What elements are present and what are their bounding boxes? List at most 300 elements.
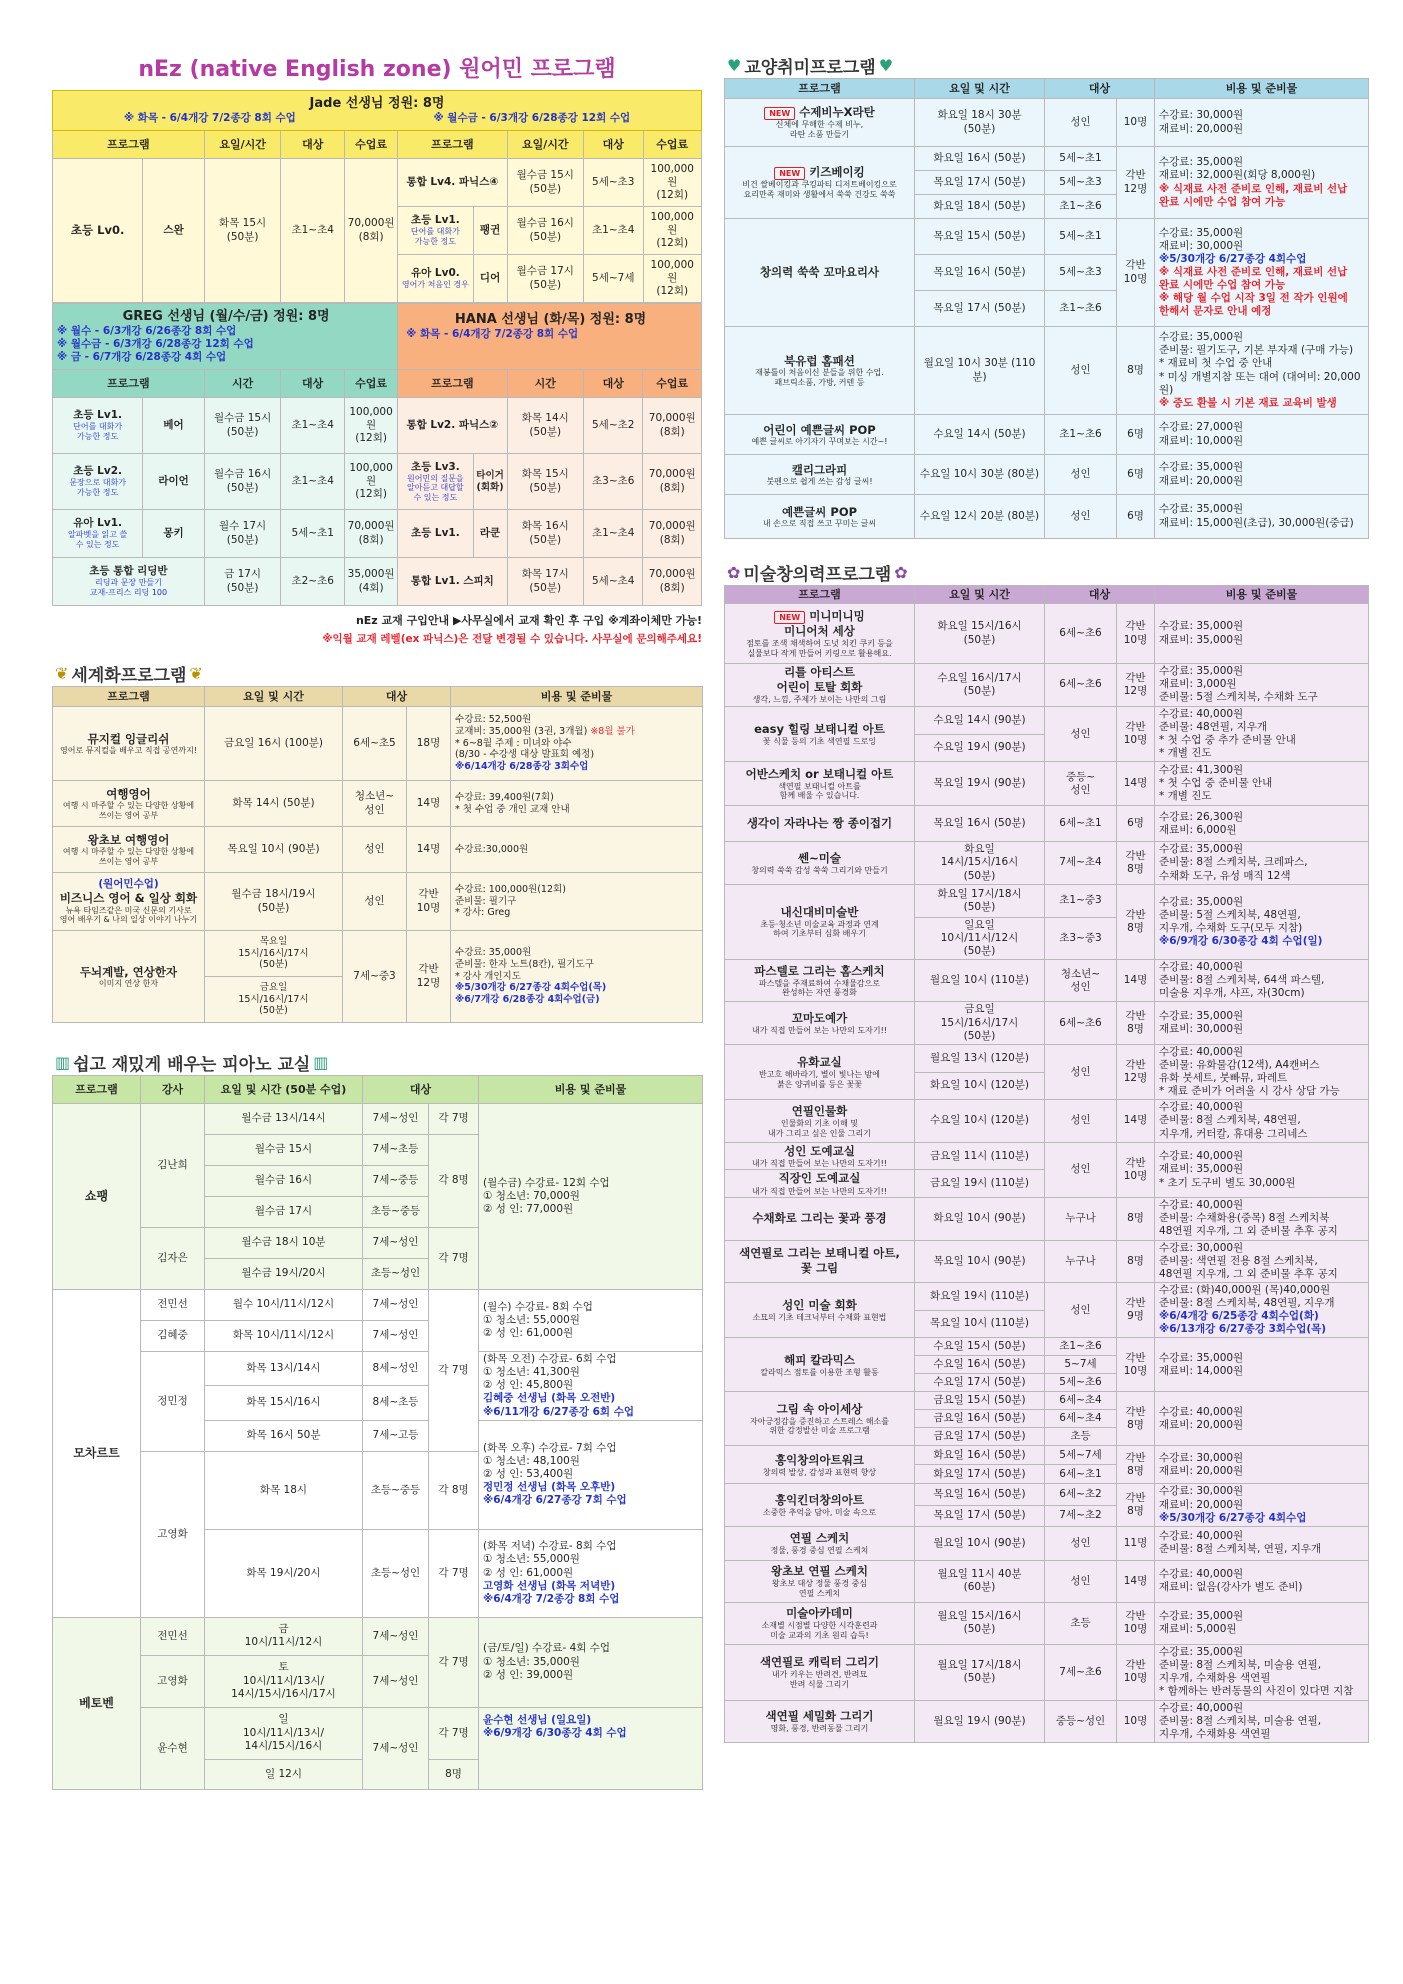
art-r11-sub: 내가 직접 만들어 보는 나만의 도자기!! [751,1158,888,1168]
col-time: 시간 [507,370,583,398]
hobby-r6-cost: 수강료: 35,000원 재료비: 15,000원(초급), 30,000원(중급) [1155,495,1369,539]
greg-r2-prog: 유아 Lv1. [73,517,123,530]
world-section-title [52,660,702,686]
greg-r2-time: 월수 17시 (50분) [204,510,280,558]
greg-r3-time: 금 17시 (50분) [204,558,280,606]
art-r5-cap: 각반 8명 [1117,842,1155,884]
art-r6-name: 내신대비미술반 [780,904,859,919]
art-r12-name: 직장인 도예교실 [778,1171,861,1186]
hobby-r0-cap: 10명 [1117,99,1155,147]
new-badge: NEW [774,167,805,180]
jade-r0-fee: 100,000원 (12회) [643,159,702,207]
col-daytime: 요일/시간 [204,131,280,159]
col-teacher: 강사 [141,1076,205,1104]
art-r4-target: 6세~초1 [1045,806,1117,842]
greg-r2-sub: 알파벳을 읽고 쓸 수 있는 정도 [68,530,128,550]
greg-r0-fee: 100,000원 (12회) [345,398,398,454]
hana-r0-prog: 통합 Lv2. 파닉스② [398,398,507,454]
hana-r2-target: 초1~초4 [584,510,643,558]
mozart-teacher-5: 고영화 [141,1451,205,1617]
ribbon-icon: ❦ [55,663,69,683]
world-r0-cost: 수강료: 52,500원 교재비: 35,000원 (3권, 3개월) [455,713,588,737]
art-r21-name: 왕초보 연필 스케치 [771,1564,868,1579]
hobby-r1-cap: 각반 12명 [1117,147,1155,219]
world-r3-name: 비즈니스 영어 & 일상 회화 [59,891,198,906]
mozart-cap-0: 각 7명 [429,1290,479,1452]
greg-r1-book: 라이언 [143,454,205,510]
chopin-time-3: 월수금 17시 [205,1197,363,1228]
jade-left-book: 스완 [143,159,205,303]
world-r3-pre: (원어민수업) [98,878,159,891]
col-daytime: 요일 및 시간 [915,79,1045,99]
hana-r1-target: 초3~초6 [584,454,643,510]
art-r18-cost: 수강료: 30,000원 재료비: 20,000원 [1159,1451,1244,1477]
hana-r3-target: 5세~초4 [584,558,643,606]
art-r1-sub: 생각, 느낌, 주제가 보이는 나만의 그림 [752,695,887,705]
art-r8-sub: 내가 직접 만들어 보는 나만의 도자기!! [751,1025,888,1035]
art-title: 미술창의력프로그램 [743,564,892,585]
art-r0-sub: 점토를 조색 채색하여 도넛 치킨 쿠키 등을 실물보다 작게 만들어 키링으로 활용해요. [746,639,893,658]
art-r23-target: 7세~초6 [1045,1644,1117,1700]
col-target: 대상 [363,1076,479,1104]
art-r24-cost: 수강료: 40,000원 준비물: 8절 스케치북, 미술용 연필, 지우개, 수채화용 색연필 [1159,1701,1322,1741]
chopin-time-0: 월수금 13시/14시 [205,1104,363,1135]
art-r2-sub: 꽃 식물 등의 기초 색연필 드로잉 [762,736,877,746]
art-r4-time: 목요일 16시 (50분) [915,806,1045,842]
art-r18-target-1: 6세~초1 [1045,1465,1117,1484]
art-r11-name: 성인 도예교실 [784,1143,855,1158]
art-r9-time-1: 화요일 10시 (120분) [915,1072,1045,1100]
hobby-r3-sub: 재봉틀이 처음이신 분들을 위한 수업. 패브릭소품, 가방, 커텐 등 [755,368,884,387]
hobby-r0-time: 화요일 18시 30분 (50분) [915,99,1045,147]
col-fee: 수업료 [345,370,398,398]
new-badge: NEW [774,611,805,624]
beet-cap-3: 8명 [429,1759,479,1789]
chopin-teacher-0: 김난희 [141,1104,205,1228]
art-r14-target: 누구나 [1045,1240,1117,1282]
col-time: 시간 [204,370,280,398]
art-r4-cap: 6명 [1117,806,1155,842]
mozart-cost-1: (월수) 수강료- 8회 수업 ① 청소년: 55,000원 ② 성 인: 61,000원 [479,1290,703,1352]
beet-teacher-2: 윤수현 [141,1707,205,1789]
hana-r0-time: 화목 14시 (50분) [507,398,583,454]
hobby-r1-target-2: 초1~초6 [1045,195,1117,219]
art-r10-cap: 14명 [1117,1100,1155,1142]
art-r9-target: 성인 [1045,1044,1117,1100]
art-r11-time: 금요일 11시 (110분) [915,1142,1045,1170]
art-r16-target-0: 초1~초6 [1045,1338,1117,1356]
greg-r3-target: 초2~초6 [281,558,345,606]
beet-cost: (금/토/일) 수강료- 4회 수업 ① 청소년: 35,000원 ② 성 인: 39,000원 [479,1617,703,1707]
world-r0-cost-blue: ※6/14개강 6/28종강 3회수업 [455,761,589,773]
hana-r2-prog: 초등 Lv1. [398,510,473,558]
world-r2-sub: 여행 시 마주할 수 있는 다양한 상황에 쓰이는 영어 공부 [62,847,195,866]
world-r1-target: 청소년~ 성인 [343,781,407,827]
col-program: 프로그램 [53,131,205,159]
hana-r3-prog: 통합 Lv1. 스피치 [398,558,507,606]
chopin-time-2: 월수금 16시 [205,1166,363,1197]
art-r21-cap: 14명 [1117,1560,1155,1602]
hobby-r2-cap: 각반 10명 [1117,219,1155,327]
hana-r0-fee: 70,000원 (8회) [643,398,702,454]
world-r2-name: 왕초보 여행영어 [87,832,170,847]
mozart-cap-5: 각 8명 [429,1451,479,1529]
art-r5-time: 화요일 14시/15시/16시 (50분) [915,842,1045,884]
art-r15-cost-blue: ※6/4개강 6/25종강 4회수업(화) ※6/13개강 6/27종강 3회수업(목) [1159,1310,1327,1336]
art-r8-cost: 수강료: 35,000원 재료비: 30,000원 [1159,1010,1244,1036]
hobby-r5-name: 캘리그라피 [791,462,848,477]
art-r17-time-2: 금요일 17시 (50분) [915,1428,1045,1446]
hobby-r4-time: 수요일 14시 (50분) [915,415,1045,455]
mozart-cost-3: (화목 오후) 수강료- 7회 수업 ① 청소년: 48,100원 ② 성 인: 53,400원 [483,1441,617,1481]
art-r7-sub: 파스텔을 주재료하여 수채물감으로 완성하는 자연 풍경화 [758,978,880,998]
greg-note-1: ※ 월수 - 6/3개강 6/26종강 8회 수업 [57,324,237,337]
art-r3-time: 목요일 19시 (90분) [915,762,1045,806]
col-fee: 수업료 [643,131,702,159]
piano-chopin: 쇼팽 [53,1104,141,1290]
art-r16-cost: 수강료: 35,000원 재료비: 14,000원 [1159,1351,1244,1377]
nez-purchase-info: nEz 교재 구입안내 ▶사무실에서 교재 확인 후 구입 ※계좌이체만 가능! [355,614,702,627]
hana-note-1: ※ 화목 - 6/4개강 7/2종강 8회 수업 [406,328,579,341]
art-r17-sub: 자아긍정감을 증진하고 스트레스 해소를 위한 감정발산 미술 프로그램 [749,1416,889,1436]
mozart-time-6: 화목 19시/20시 [205,1529,363,1617]
hana-r1-time: 화목 15시 (50분) [507,454,583,510]
col-cost: 비용 및 준비물 [1155,586,1369,604]
art-r23-sub: 내가 키우는 반려견, 반려묘 반려 식물 그리기 [771,1670,868,1689]
hana-r1-fee: 70,000원 (8회) [643,454,702,510]
greg-r3-fee: 35,000원 (4회) [345,558,398,606]
art-r14-time: 목요일 10시 (90분) [915,1240,1045,1282]
art-r1-name: 리틀 아티스트 어린이 토탈 회화 [776,665,863,695]
art-r18-sub: 창의력 발상, 감성과 표현력 향상 [762,1467,877,1477]
world-r0-target: 6세~초5 [343,707,407,781]
art-r18-time-1: 화요일 17시 (50분) [915,1465,1045,1484]
art-r13-cap: 8명 [1117,1198,1155,1240]
world-r4-target: 7세~중3 [343,931,407,1023]
col-daytime: 요일/시간 [507,131,583,159]
art-r19-name: 홍익킨더창의아트 [775,1492,864,1507]
world-r3-sub: 뉴욕 타임즈같은 미국 신문의 기사로 영어 배우기 & 나의 일상 이야기 나누기 [59,905,198,925]
hobby-r2-target-1: 5세~초3 [1045,255,1117,291]
hobby-r1-time-0: 화요일 16시 (50분) [915,147,1045,171]
jade-left-fee: 70,000원 (8회) [345,159,398,303]
art-r20-cap: 11명 [1117,1526,1155,1560]
art-r19-time-0: 목요일 16시 (50분) [915,1484,1045,1505]
world-r4-cap: 각반 12명 [407,931,451,1023]
art-r10-name: 연필인물화 [791,1103,848,1118]
hobby-title: 교양취미프로그램 [744,57,876,78]
world-r3-cap: 각반 10명 [407,873,451,931]
hobby-r2-time-1: 목요일 16시 (50분) [915,255,1045,291]
art-r5-target: 7세~초4 [1045,842,1117,884]
world-r0-cost-red: ※8월 불가 [590,725,635,737]
beet-cap-2: 각 7명 [429,1707,479,1759]
art-r23-name: 색연필로 캐릭터 그리기 [759,1655,880,1670]
hobby-r1-cost-red: ※ 식재료 사전 준비로 인해, 재료비 선납 완료 시에만 수업 참여 가능 [1159,182,1348,208]
mozart-time-1: 화목 10시/11시/12시 [205,1321,363,1352]
art-r1-cap: 각반 12명 [1117,664,1155,707]
art-r2-time-1: 수요일 19시 (90분) [915,734,1045,762]
art-r20-sub: 정물, 풍경 중심 연필 스케치 [770,1546,869,1556]
hobby-r4-cost: 수강료: 27,000원 재료비: 10,000원 [1155,415,1369,455]
piano-icon: ▥ [313,1052,329,1072]
hobby-r3-name: 북유럽 홈패션 [784,353,855,368]
greg-r0-time: 월수금 15시 (50분) [204,398,280,454]
chopin-target-3: 초등~중등 [363,1197,429,1228]
hobby-r6-name: 예쁜글씨 POP [781,504,858,519]
chopin-time-1: 월수금 15시 [205,1135,363,1166]
art-r21-cost: 수강료: 40,000원 재료비: 없음(강사가 별도 준비) [1159,1568,1303,1594]
art-r18-name: 홍익창의아트워크 [775,1452,864,1467]
art-r24-target: 중등~성인 [1045,1700,1117,1742]
col-program: 프로그램 [53,1076,141,1104]
art-r19-target-1: 7세~초2 [1045,1505,1117,1526]
jade-r0-target: 5세~초3 [584,159,643,207]
art-r2-name: easy 힐링 보태니컬 아트 [754,721,885,736]
art-r19-cost: 수강료: 30,000원 재료비: 20,000원 [1159,1485,1244,1511]
hobby-r0-cost: 수강료: 30,000원 재료비: 20,000원 [1155,99,1369,147]
art-r9-time-0: 월요일 13시 (120분) [915,1044,1045,1072]
mozart-cost-3b: 정민정 선생님 (화목 오후반) ※6/4개강 6/27종강 7회 수업 [483,1481,627,1507]
art-r10-sub: 인물화의 기초 이해 및 내가 그리고 싶은 인물 그리기 [768,1119,871,1138]
world-r4-sub: 이미지 연상 한자 [98,978,159,988]
art-r8-time: 금요일 15시/16시/17시 (50분) [915,1002,1045,1044]
jade-r2-target: 5세~7세 [584,255,643,303]
art-r6-cost: 수강료: 35,000원 준비물: 5절 스케치북, 48연필, 지우개, 수채화 도구(모두 지참) [1159,895,1303,934]
art-r18-target-0: 5세~7세 [1045,1446,1117,1465]
col-fee: 수업료 [345,131,398,159]
art-r21-sub: 왕초보 대상 정물 풍경 중심 연필 스케치 [771,1579,868,1598]
art-r23-cap: 각반 10명 [1117,1644,1155,1700]
hobby-r3-target: 성인 [1045,327,1117,415]
art-r8-cap: 각반 8명 [1117,1002,1155,1044]
col-target: 대상 [1045,79,1155,99]
beet-teacher-1: 고영화 [141,1655,205,1707]
left-column [52,52,702,1790]
hobby-r3-cost: 수강료: 35,000원 준비물: 필기도구, 기본 부자재 (구매 가능) * 재료비 첫 수업 중 안내 * 미싱 개별지참 또는 대여 (대여비: 20,000원) [1159,331,1361,396]
mozart-target-4: 7세~고등 [363,1420,429,1451]
col-time: 요일 및 시간 (50분 수업) [205,1076,363,1104]
col-cost: 비용 및 준비물 [1155,79,1369,99]
jade-r1-fee: 100,000원 (12회) [643,207,702,255]
mozart-teacher-2: 정민정 [141,1352,205,1452]
hobby-r2-target-2: 초1~초6 [1045,291,1117,327]
art-r16-sub: 칼라믹스 점토를 이용한 조형 활동 [760,1367,879,1377]
hana-header: HANA 선생님 (화/목) 정원: 8명 [454,312,647,327]
world-r0-name: 뮤지컬 잉글리쉬 [87,731,170,746]
mozart-teacher-1: 김혜중 [141,1321,205,1352]
col-cost: 비용 및 준비물 [479,1076,703,1104]
art-r20-time: 월요일 10시 (90분) [915,1526,1045,1560]
hana-r0-target: 5세~초2 [584,398,643,454]
hobby-r4-sub: 예쁜 글씨로 아기자기 꾸며보는 시간~! [751,436,888,446]
art-r8-name: 꼬마도예가 [791,1010,848,1025]
art-r10-cost: 수강료: 40,000원 준비물: 8절 스케치북, 48연필, 지우개, 커터칼, 휴대용 그리네스 [1159,1101,1308,1140]
art-r3-cap: 14명 [1117,762,1155,806]
hobby-section-title [724,52,1368,78]
jade-r2-book: 디어 [473,255,507,303]
hana-r3-fee: 70,000원 (8회) [643,558,702,606]
world-r3-time: 월수금 18시/19시 (50분) [205,873,343,931]
world-r0-time: 금요일 16시 (100분) [205,707,343,781]
world-r4-cost: 수강료: 35,000원 준비물: 한자 노트(8칸), 필기도구 * 강사 개인지도 [455,946,594,982]
beet-time-2: 일 10시/11시/13시/ 14시/15시/16시 [205,1707,363,1759]
art-r16-target-1: 5~7세 [1045,1356,1117,1374]
beet-target-1: 7세~성인 [363,1655,429,1707]
art-r15-cost: 수강료: (화)40,000원 (목)40,000원 준비물: 8절 스케치북, 48연필, 지우개 [1159,1283,1335,1310]
piano-beethoven: 베토벤 [53,1617,141,1789]
art-r22-target: 초등 [1045,1602,1117,1644]
nez-warning: ※익월 교재 레벨(ex 파닉스)은 전달 변경될 수 있습니다. 사무실에 문의해주세요! [322,633,702,645]
hobby-r1-sub: 비건 쌀베이킹과 쿠킹파티 디저트베이킹으로 요리만족 재미와 생활에서 쑥쑥 건강도 쑥쑥 [742,180,897,200]
new-badge: NEW [764,107,795,120]
art-r23-cost: 수강료: 35,000원 준비물: 8절 스케치북, 미술용 연필, 지우개, 수채화용 색연필 * 함께하는 반려동물의 사진이 있다면 지참 [1159,1646,1354,1698]
art-r15-cap: 각반 9명 [1117,1282,1155,1338]
world-r0-cost2: * 6~8월 주제 : 미녀와 야수 (8/30 - 수강생 대상 발표회 예정) [455,737,595,761]
chopin-time-5: 월수금 19시/20시 [205,1259,363,1290]
col-daytime: 요일 및 시간 [205,687,343,707]
hana-r2-book: 라쿤 [473,510,507,558]
mozart-cap-6: 각 7명 [429,1529,479,1617]
jade-note-2: ※ 월수금 - 6/3개강 6/28종강 12회 수업 [433,112,631,125]
chopin-cost: (월수금) 수강료- 12회 수업 ① 청소년: 70,000원 ② 성 인: 77,000원 [479,1104,703,1290]
greg-r0-sub: 단어를 대화가 가능한 정도 [73,422,123,442]
art-r4-name: 생각이 자라나는 짱 종이접기 [746,816,893,831]
art-r12-time: 금요일 19시 (110분) [915,1170,1045,1198]
hobby-r3-cost-red: ※ 중도 환불 시 기본 재료 교육비 발생 [1159,396,1337,409]
art-r4-cost: 수강료: 26,300원 재료비: 6,000원 [1159,810,1244,836]
hobby-r1-target-0: 5세~초1 [1045,147,1117,171]
hobby-r3-cap: 8명 [1117,327,1155,415]
chopin-time-4: 월수금 18시 10분 [205,1228,363,1259]
heart-icon: ♥ [878,55,894,75]
mozart-target-5: 초등~중등 [363,1451,429,1529]
jade-r2-fee: 100,000원 (12회) [643,255,702,303]
art-r6-target-1: 초3~중3 [1045,917,1117,959]
col-target: 대상 [584,370,643,398]
chopin-cap-0: 각 7명 [429,1104,479,1135]
art-r17-name: 그림 속 아이세상 [776,1401,863,1416]
hobby-r2-name: 창의력 쑥쑥 꼬마요리사 [725,219,915,327]
art-r17-target-1: 6세~초4 [1045,1410,1117,1428]
art-r22-sub: 소재별 시점별 다양한 시각훈련과 미술 교과의 기초 원리 습득! [761,1621,878,1640]
hana-r1-prog: 초등 Lv3. [410,460,460,473]
art-r17-time-1: 금요일 16시 (50분) [915,1410,1045,1428]
art-r11-cost: 수강료: 40,000원 재료비: 35,000원 * 초기 도구비 별도 30,000원 [1159,1150,1296,1189]
piano-title: 쉽고 재밌게 배우는 피아노 교실 [73,1054,311,1075]
art-r18-time-0: 화요일 16시 (50분) [915,1446,1045,1465]
greg-r1-time: 월수금 16시 (50분) [204,454,280,510]
jade-r2-sub: 영어가 처음인 경우 [401,280,469,290]
art-r17-time-0: 금요일 15시 (50분) [915,1392,1045,1410]
hobby-r5-sub: 붓펜으로 쉽게 쓰는 감성 글씨! [766,476,873,486]
piano-mozart: 모차르트 [53,1290,141,1618]
jade-r2-time: 월수금 17시 (50분) [507,255,583,303]
hana-r1-book: 타이거 (회화) [473,454,507,510]
col-daytime: 요일 및 시간 [915,586,1045,604]
world-r2-cap: 14명 [407,827,451,873]
jade-r2-prog: 유아 Lv0. [410,267,460,280]
art-r6-target-0: 초1~중3 [1045,884,1117,917]
chopin-target-5: 초등~성인 [363,1259,429,1290]
col-target: 대상 [281,370,345,398]
art-r20-name: 연필 스케치 [789,1530,850,1545]
right-column [724,52,1368,1743]
hobby-r2-time-2: 목요일 17시 (50분) [915,291,1045,327]
world-r1-cost: 수강료: 39,400원(7회) * 첫 수업 중 개인 교재 안내 [451,781,703,827]
art-r13-target: 누구나 [1045,1198,1117,1240]
greg-r1-prog: 초등 Lv2. [73,465,123,478]
art-r3-name: 어반스케치 or 보태니컬 아트 [745,766,894,781]
col-target: 대상 [1045,586,1155,604]
col-program: 프로그램 [53,370,205,398]
hobby-r0-target: 성인 [1045,99,1117,147]
palette-icon: ✿ [894,562,908,582]
beet-time-0: 금 10시/11시/12시 [205,1617,363,1655]
hobby-r1-name: 키즈베이킹 [809,165,865,180]
art-r13-name: 수채화로 그리는 꽃과 풍경 [752,1211,887,1226]
world-r2-target: 성인 [343,827,407,873]
nez-greg-hana-table [52,303,702,606]
mozart-cost-2b: 김혜중 선생님 (화목 오전반) ※6/11개강 6/27종강 6회 수업 [483,1392,635,1418]
greg-header: GREG 선생님 (월/수/금) 정원: 8명 [122,308,330,324]
hobby-r1-time-2: 화요일 18시 (50분) [915,195,1045,219]
greg-r3-prog: 초등 통합 리딩반 [89,565,168,578]
hobby-r2-cost: 수강료: 35,000원 재료비: 30,000원 [1159,226,1244,252]
art-r16-time-2: 수요일 17시 (50분) [915,1374,1045,1392]
art-r14-cost: 수강료: 30,000원 준비물: 색연필 전용 8절 스케치북, 48연필 지우개, 그 외 준비물 추후 공지 [1159,1241,1338,1280]
art-r5-name: 쎈~미술 [798,850,841,865]
greg-note-2: ※ 월수금 - 6/3개강 6/28종강 12회 수업 [57,338,254,351]
world-r1-name: 여행영어 [106,786,151,801]
jade-left-level: 초등 Lv0. [53,159,143,303]
art-r22-name: 미술아카데미 [786,1606,853,1621]
art-r19-time-1: 목요일 17시 (50분) [915,1505,1045,1526]
jade-left-time: 화목 15시 (50분) [204,159,280,303]
beet-time-3: 일 12시 [205,1759,363,1789]
art-r5-cost: 수강료: 35,000원 준비물: 8절 스케치북, 크레파스, 수채화 도구, 유성 매직 12색 [1159,843,1308,882]
art-r12-sub: 내가 직접 만들어 보는 나만의 도자기!! [751,1186,888,1196]
world-r3-target: 성인 [343,873,407,931]
art-r24-name: 색연필 세밀화 그리기 [765,1709,874,1724]
art-r24-time: 월요일 19시 (90분) [915,1700,1045,1742]
art-r1-target: 6세~초6 [1045,664,1117,707]
hobby-r4-cap: 6명 [1117,415,1155,455]
jade-r1-target: 초1~초4 [584,207,643,255]
art-r9-sub: 반고흐 해바라기, 별이 빛나는 밤에 붉은 양귀비를 등은 꽃꽃 [759,1070,880,1089]
col-program: 프로그램 [725,79,915,99]
art-r17-target-0: 6세~초4 [1045,1392,1117,1410]
mozart-teacher-0: 전민선 [141,1290,205,1321]
hobby-r2-cost-red: ※ 식재료 사전 준비로 인해, 재료비 선납 완료 시에만 수업 참여 가능 ※ 해당 월 수업 시작 3일 전 작가 인원에 한해서 문자로 안내 예정 [1159,265,1348,318]
art-r7-target: 청소년~ 성인 [1045,960,1117,1002]
hobby-r2-time-0: 목요일 15시 (50분) [915,219,1045,255]
art-r16-target-2: 5세~초6 [1045,1374,1117,1392]
art-r6-sub: 초등·청소년 미술교육 과정과 연계 하여 기초부터 심화 배우기 [760,919,879,939]
art-r2-cost: 수강료: 40,000원 준비물: 48연필, 지우개 * 첫 수업 중 추가 준비물 안내 * 개별 진도 [1159,707,1296,760]
greg-r0-prog: 초등 Lv1. [73,409,123,422]
art-r2-time-0: 수요일 14시 (90분) [915,706,1045,734]
mozart-target-6: 초등~성인 [363,1529,429,1617]
world-r0-cap: 18명 [407,707,451,781]
art-r9-cost: 수강료: 40,000원 준비물: 유화물감(12색), A4캔버스 유화 붓세트, 붓빠뮤, 파레트 * 재료 준비가 어려울 시 강사 상담 가능 [1159,1045,1340,1098]
art-r6-cap: 각반 8명 [1117,884,1155,959]
chopin-target-2: 7세~중등 [363,1166,429,1197]
col-program: 프로그램 [725,586,915,604]
art-r0-name: 미니미니밍 미니어처 세상 [784,608,865,638]
jade-r0-time: 월수금 15시 (50분) [507,159,583,207]
art-r16-cap: 각반 10명 [1117,1338,1155,1392]
